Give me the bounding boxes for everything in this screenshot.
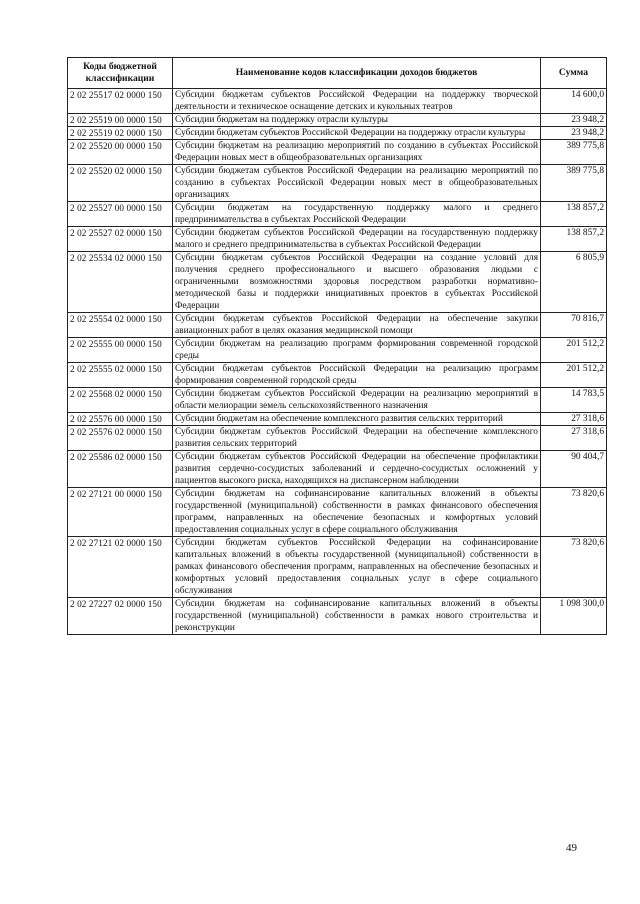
amount-cell: 27 318,6	[541, 413, 607, 426]
table-row	[68, 202, 607, 227]
budget-code-cell: 2 02 25519 00 0000 150	[68, 114, 173, 127]
budget-code-cell: 2 02 25555 02 0000 150	[68, 363, 173, 388]
amount-cell: 90 404,7	[541, 451, 607, 488]
revenue-name-cell: Субсидии бюджетам на государственную поддержку малого и среднего предпринимательства в субъектах Российской Федерации	[173, 202, 541, 227]
budget-code-cell: 2 02 25586 02 0000 150	[68, 451, 173, 488]
table-row	[68, 165, 607, 202]
revenue-name-cell: Субсидии бюджетам субъектов Российской Федерации на софинансирование капитальных вложений в объекты государственной (муниципальной) собственности в рамках финансового обеспечения программ, направленных на обеспечение безопасных и комфортных условий предоставления социальных услуг в сфере социального обслуживания	[173, 537, 541, 598]
table-row	[68, 413, 607, 426]
table-row	[68, 451, 607, 488]
budget-code-cell: 2 02 25520 00 0000 150	[68, 140, 173, 165]
revenue-name-cell: Субсидии бюджетам субъектов Российской Федерации на обеспечение закупки авиационных работ в целях оказания медицинской помощи	[173, 313, 541, 338]
revenue-name-cell: Субсидии бюджетам субъектов Российской Федерации на государственную поддержку малого и среднего предпринимательства в субъектах Российской Федерации	[173, 227, 541, 252]
amount-cell: 27 318,6	[541, 426, 607, 451]
table-row	[68, 252, 607, 313]
revenue-name-cell: Субсидии бюджетам субъектов Российской Федерации на реализацию программ формирования современной городской среды	[173, 363, 541, 388]
table-row	[68, 227, 607, 252]
amount-cell: 14 600,0	[541, 89, 607, 114]
revenue-name-cell: Субсидии бюджетам субъектов Российской Федерации на обеспечение комплексного развития сельских территорий	[173, 426, 541, 451]
budget-code-cell: 2 02 25568 02 0000 150	[68, 388, 173, 413]
table-row	[68, 313, 607, 338]
table-row	[68, 488, 607, 537]
revenue-name-cell: Субсидии бюджетам на поддержку отрасли культуры	[173, 114, 541, 127]
budget-code-cell: 2 02 27121 02 0000 150	[68, 537, 173, 598]
table-body	[68, 89, 607, 635]
revenue-name-cell: Субсидии бюджетам субъектов Российской Федерации на создание условий для получения среднего профессионального и высшего образования людьми с ограниченными возможностями здоровья посредством разработки нормативно-методической базы и поддержки инициативных проектов в субъектах Российской Федерации	[173, 252, 541, 313]
table-row	[68, 89, 607, 114]
amount-cell: 138 857,2	[541, 227, 607, 252]
amount-cell: 138 857,2	[541, 202, 607, 227]
amount-cell: 14 783,5	[541, 388, 607, 413]
budget-code-cell: 2 02 25517 02 0000 150	[68, 89, 173, 114]
budget-code-cell: 2 02 25576 02 0000 150	[68, 426, 173, 451]
revenue-name-cell: Субсидии бюджетам на софинансирование капитальных вложений в объекты государственной (муниципальной) собственности в рамках нового строительства и реконструкции	[173, 598, 541, 635]
revenue-name-cell: Субсидии бюджетам субъектов Российской Федерации на поддержку отрасли культуры	[173, 127, 541, 140]
budget-code-cell: 2 02 25519 02 0000 150	[68, 127, 173, 140]
table-row	[68, 537, 607, 598]
revenue-name-cell: Субсидии бюджетам субъектов Российской Федерации на реализацию мероприятий по созданию в субъектах Российской Федерации новых мест в общеобразовательных организациях	[173, 165, 541, 202]
budget-code-cell: 2 02 27121 00 0000 150	[68, 488, 173, 537]
amount-cell: 1 098 300,0	[541, 598, 607, 635]
table-row	[68, 598, 607, 635]
budget-code-cell: 2 02 25576 00 0000 150	[68, 413, 173, 426]
table-row	[68, 140, 607, 165]
amount-cell: 73 820,6	[541, 537, 607, 598]
amount-cell: 23 948,2	[541, 114, 607, 127]
budget-revenue-table	[67, 57, 607, 635]
amount-cell: 389 775,8	[541, 165, 607, 202]
header-budget-codes: Коды бюджетной классификации	[68, 58, 173, 89]
budget-code-cell: 2 02 25555 00 0000 150	[68, 338, 173, 363]
budget-code-cell: 2 02 27227 02 0000 150	[68, 598, 173, 635]
budget-code-cell: 2 02 25534 02 0000 150	[68, 252, 173, 313]
header-revenue-name: Наименование кодов классификации доходов бюджетов	[173, 58, 541, 89]
budget-code-cell: 2 02 25520 02 0000 150	[68, 165, 173, 202]
table-row	[68, 114, 607, 127]
budget-code-cell: 2 02 25527 02 0000 150	[68, 227, 173, 252]
page-number: 49	[566, 842, 577, 854]
revenue-name-cell: Субсидии бюджетам субъектов Российской Федерации на поддержку творческой деятельности и техническое оснащение детских и кукольных театров	[173, 89, 541, 114]
revenue-name-cell: Субсидии бюджетам на обеспечение комплексного развития сельских территорий	[173, 413, 541, 426]
amount-cell: 201 512,2	[541, 363, 607, 388]
amount-cell: 6 805,9	[541, 252, 607, 313]
revenue-name-cell: Субсидии бюджетам субъектов Российской Федерации на обеспечение профилактики развития сердечно-сосудистых заболеваний и сердечно-сосудистых осложнений у пациентов высокого риска, находящихся на диспансерном наблюдении	[173, 451, 541, 488]
amount-cell: 201 512,2	[541, 338, 607, 363]
header-amount: Сумма	[541, 58, 607, 89]
table-row	[68, 388, 607, 413]
budget-code-cell: 2 02 25554 02 0000 150	[68, 313, 173, 338]
amount-cell: 73 820,6	[541, 488, 607, 537]
revenue-name-cell: Субсидии бюджетам на софинансирование капитальных вложений в объекты государственной (муниципальной) собственности в рамках финансового обеспечения программ, направленных на обеспечение безопасных и комфортных условий предоставления социальных услуг в сфере социального обслуживания	[173, 488, 541, 537]
revenue-name-cell: Субсидии бюджетам на реализацию мероприятий по созданию в субъектах Российской Федерации новых мест в общеобразовательных организациях	[173, 140, 541, 165]
revenue-name-cell: Субсидии бюджетам на реализацию программ формирования современной городской среды	[173, 338, 541, 363]
table-row	[68, 363, 607, 388]
amount-cell: 23 948,2	[541, 127, 607, 140]
table-row	[68, 426, 607, 451]
table-row	[68, 338, 607, 363]
amount-cell: 389 775,8	[541, 140, 607, 165]
table-header-row	[68, 58, 607, 89]
budget-code-cell: 2 02 25527 00 0000 150	[68, 202, 173, 227]
revenue-name-cell: Субсидии бюджетам субъектов Российской Федерации на реализацию мероприятий в области мелиорации земель сельскохозяйственного назначения	[173, 388, 541, 413]
table-row	[68, 127, 607, 140]
amount-cell: 70 816,7	[541, 313, 607, 338]
